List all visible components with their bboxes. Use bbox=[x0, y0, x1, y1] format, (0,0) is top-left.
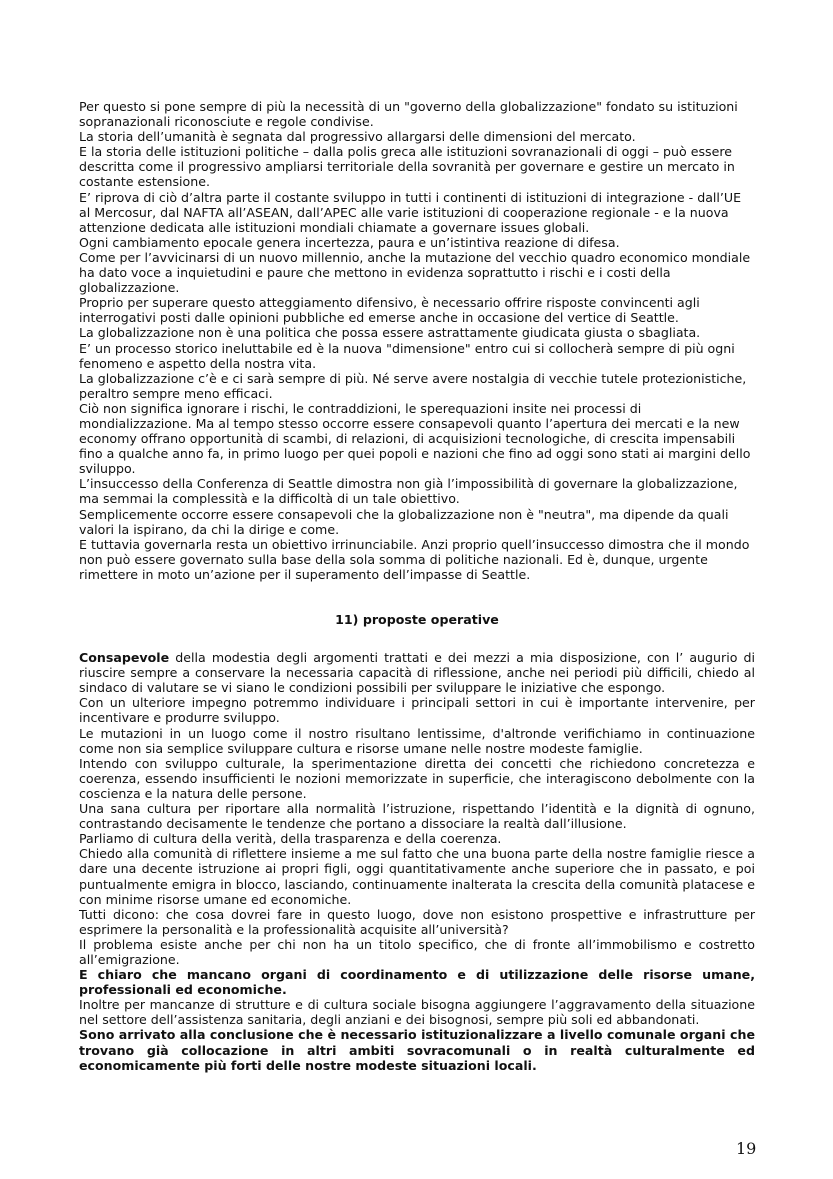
paragraph: Tutti dicono: che cosa dovrei fare in questo luogo, dove non esistono prospettive e infrastrutture per esprimere la personalità e la professionalità acquisite all’università? bbox=[79, 906, 755, 937]
paragraph: Le mutazioni in un luogo come il nostro risultano lentissime, d'altronde verifichiamo in continuazione come non sia semplice sviluppare cultura e risorse umane nelle nostre modeste famiglie. bbox=[79, 725, 755, 756]
paragraph: Inoltre per mancanze di strutture e di cultura sociale bisogna aggiungere l’aggravamento della situazione nel settore dell’assistenza sanitaria, degli anziani e dei bisognosi, sempre più soli ed abbandonati. bbox=[79, 997, 755, 1028]
paragraph: Come per l’avvicinarsi di un nuovo millennio, anche la mutazione del vecchio quadro economico mondiale ha dato voce a inquietudini e paure che mettono in evidenza soprattutto i rischi e i costi della globalizzazione. bbox=[79, 249, 751, 296]
page-number: 19 bbox=[736, 1139, 757, 1158]
paragraph: Intendo con sviluppo culturale, la sperimentazione diretta dei concetti che richiedono concretezza e coerenza, essendo insufficienti le nozioni memorizzate in superficie, che interagiscono debolmente con la coscienza e la natura delle persone. bbox=[79, 755, 755, 801]
document-page bbox=[79, 99, 755, 1073]
paragraph: E’ un processo storico ineluttabile ed è la nuova "dimensione" entro cui si collocherà sempre di più ogni fenomeno e aspetto della nostra vita. bbox=[79, 340, 735, 371]
bold-paragraph: E chiaro che mancano organi di coordinamento e di utilizzazione delle risorse umane, professionali ed economiche. bbox=[79, 967, 755, 998]
paragraph: Una sana cultura per riportare alla normalità l’istruzione, rispettando l’identità e la dignità di ognuno, contrastando decisamente le tendenze che portano a dissociare la realtà dall’illusione. bbox=[79, 801, 755, 832]
paragraph: La globalizzazione c’è e ci sarà sempre di più. Né serve avere nostalgia di vecchie tutele protezionistiche, peraltro sempre meno efficaci. bbox=[79, 370, 747, 401]
section-heading: 11) proposte operative bbox=[335, 612, 499, 627]
paragraph: La globalizzazione non è una politica che possa essere astrattamente giudicata giusta o sbagliata. bbox=[79, 325, 701, 341]
lead-word: Consapevole bbox=[79, 650, 170, 666]
paragraph: Parliamo di cultura della verità, della trasparenza e della coerenza. bbox=[79, 831, 502, 847]
paragraph: E la storia delle istituzioni politiche – dalla polis greca alle istituzioni sovranazionali di oggi – può essere descritta come il progressivo ampliarsi territoriale della sovranità per governare e gestire un mercato in costante estensione. bbox=[79, 144, 735, 190]
top-text-block bbox=[79, 99, 755, 582]
paragraph: E’ riprova di ciò d’altra parte il costante sviluppo in tutti i continenti di istituzioni di integrazione - dall’UE al Mercosur, dal NAFTA all’ASEAN, dall’APEC alle varie istituzioni di cooperazione regionale - e la nuova attenzione dedicata alle istituzioni mondiali chiamate a governare issues globali. bbox=[79, 189, 742, 235]
paragraph: Il problema esiste anche per chi non ha un titolo specifico, che di fronte all’immobilismo e costretto all’emigrazione. bbox=[79, 936, 755, 967]
paragraph: Ciò non significa ignorare i rischi, le contraddizioni, le sperequazioni insite nei processi di mondializzazione. Ma al tempo stesso occorre essere consapevoli quanto l’apertura dei mercati e la new economy offrano opportunità di scambi, di relazioni, di acquisizioni tecnologiche, di crescita impensabili fino a qualche anno fa, in primo luogo per quei popoli e nazioni che fino ad oggi sono stati ai margini dello sviluppo. bbox=[79, 400, 751, 477]
paragraph: Semplicemente occorre essere consapevoli che la globalizzazione non è "neutra", ma dipende da quali valori la ispirano, da chi la dirige e come. bbox=[79, 506, 729, 537]
lead-paragraph bbox=[79, 650, 755, 695]
bold-paragraph: Sono arrivato alla conclusione che è necessario istituzionalizzare a livello comunale organi che trovano già collocazione in altri ambiti sovracomunali o in realtà culturalmente ed economicamente più forti delle nostre modeste situazioni locali. bbox=[79, 1027, 755, 1073]
paragraph: Per questo si pone sempre di più la necessità di un "governo della globalizzazione" fondato su istituzioni sopranazionali riconosciute e regole condivise. bbox=[79, 99, 738, 130]
bottom-text-block bbox=[79, 650, 755, 1073]
paragraph: Proprio per superare questo atteggiamento difensivo, è necessario offrire risposte convincenti agli interrogativi posti dalle opinioni pubbliche ed emerse anche in occasione del vertice di Seattle. bbox=[79, 295, 700, 326]
paragraph: E tuttavia governarla resta un obiettivo irrinunciabile. Anzi proprio quell’insuccesso dimostra che il mondo non può essere governato sulla base della sola somma di politiche nazionali. Ed è, dunque, urgente rimettere in moto un’azione per il superamento dell’impasse di Seattle. bbox=[79, 536, 750, 582]
paragraph: Con un ulteriore impegno potremmo individuare i principali settori in cui è importante intervenire, per incentivare e produrre sviluppo. bbox=[79, 695, 755, 726]
paragraph: Ogni cambiamento epocale genera incertezza, paura e un’istintiva reazione di difesa. bbox=[79, 234, 620, 250]
paragraph: L’insuccesso della Conferenza di Seattle dimostra non già l’impossibilità di governare la globalizzazione, ma semmai la complessità e la difficoltà di un tale obiettivo. bbox=[79, 476, 738, 507]
paragraph: La storia dell’umanità è segnata dal progressivo allargarsi delle dimensioni del mercato. bbox=[79, 129, 636, 145]
lead-rest: della modestia degli argomenti trattati e dei mezzi a mia disposizione, con l’ augurio di riuscire sempre a conservare la necessaria capacità di riflessione, anche nei periodi più difficili, chiedo al sindaco di valutare se vi siano le condizioni possibili per sviluppare le iniziative che espongo. bbox=[79, 650, 755, 696]
paragraph: Chiedo alla comunità di riflettere insieme a me sul fatto che una buona parte della nostre famiglie riesce a dare una decente istruzione ai propri figli, oggi quantitativamente anche superiore che in passato, e poi puntualmente emigra in blocco, lasciando, continuamente inalterata la crescita della comunità platacese e con minime risorse umane ed economiche. bbox=[79, 846, 755, 907]
